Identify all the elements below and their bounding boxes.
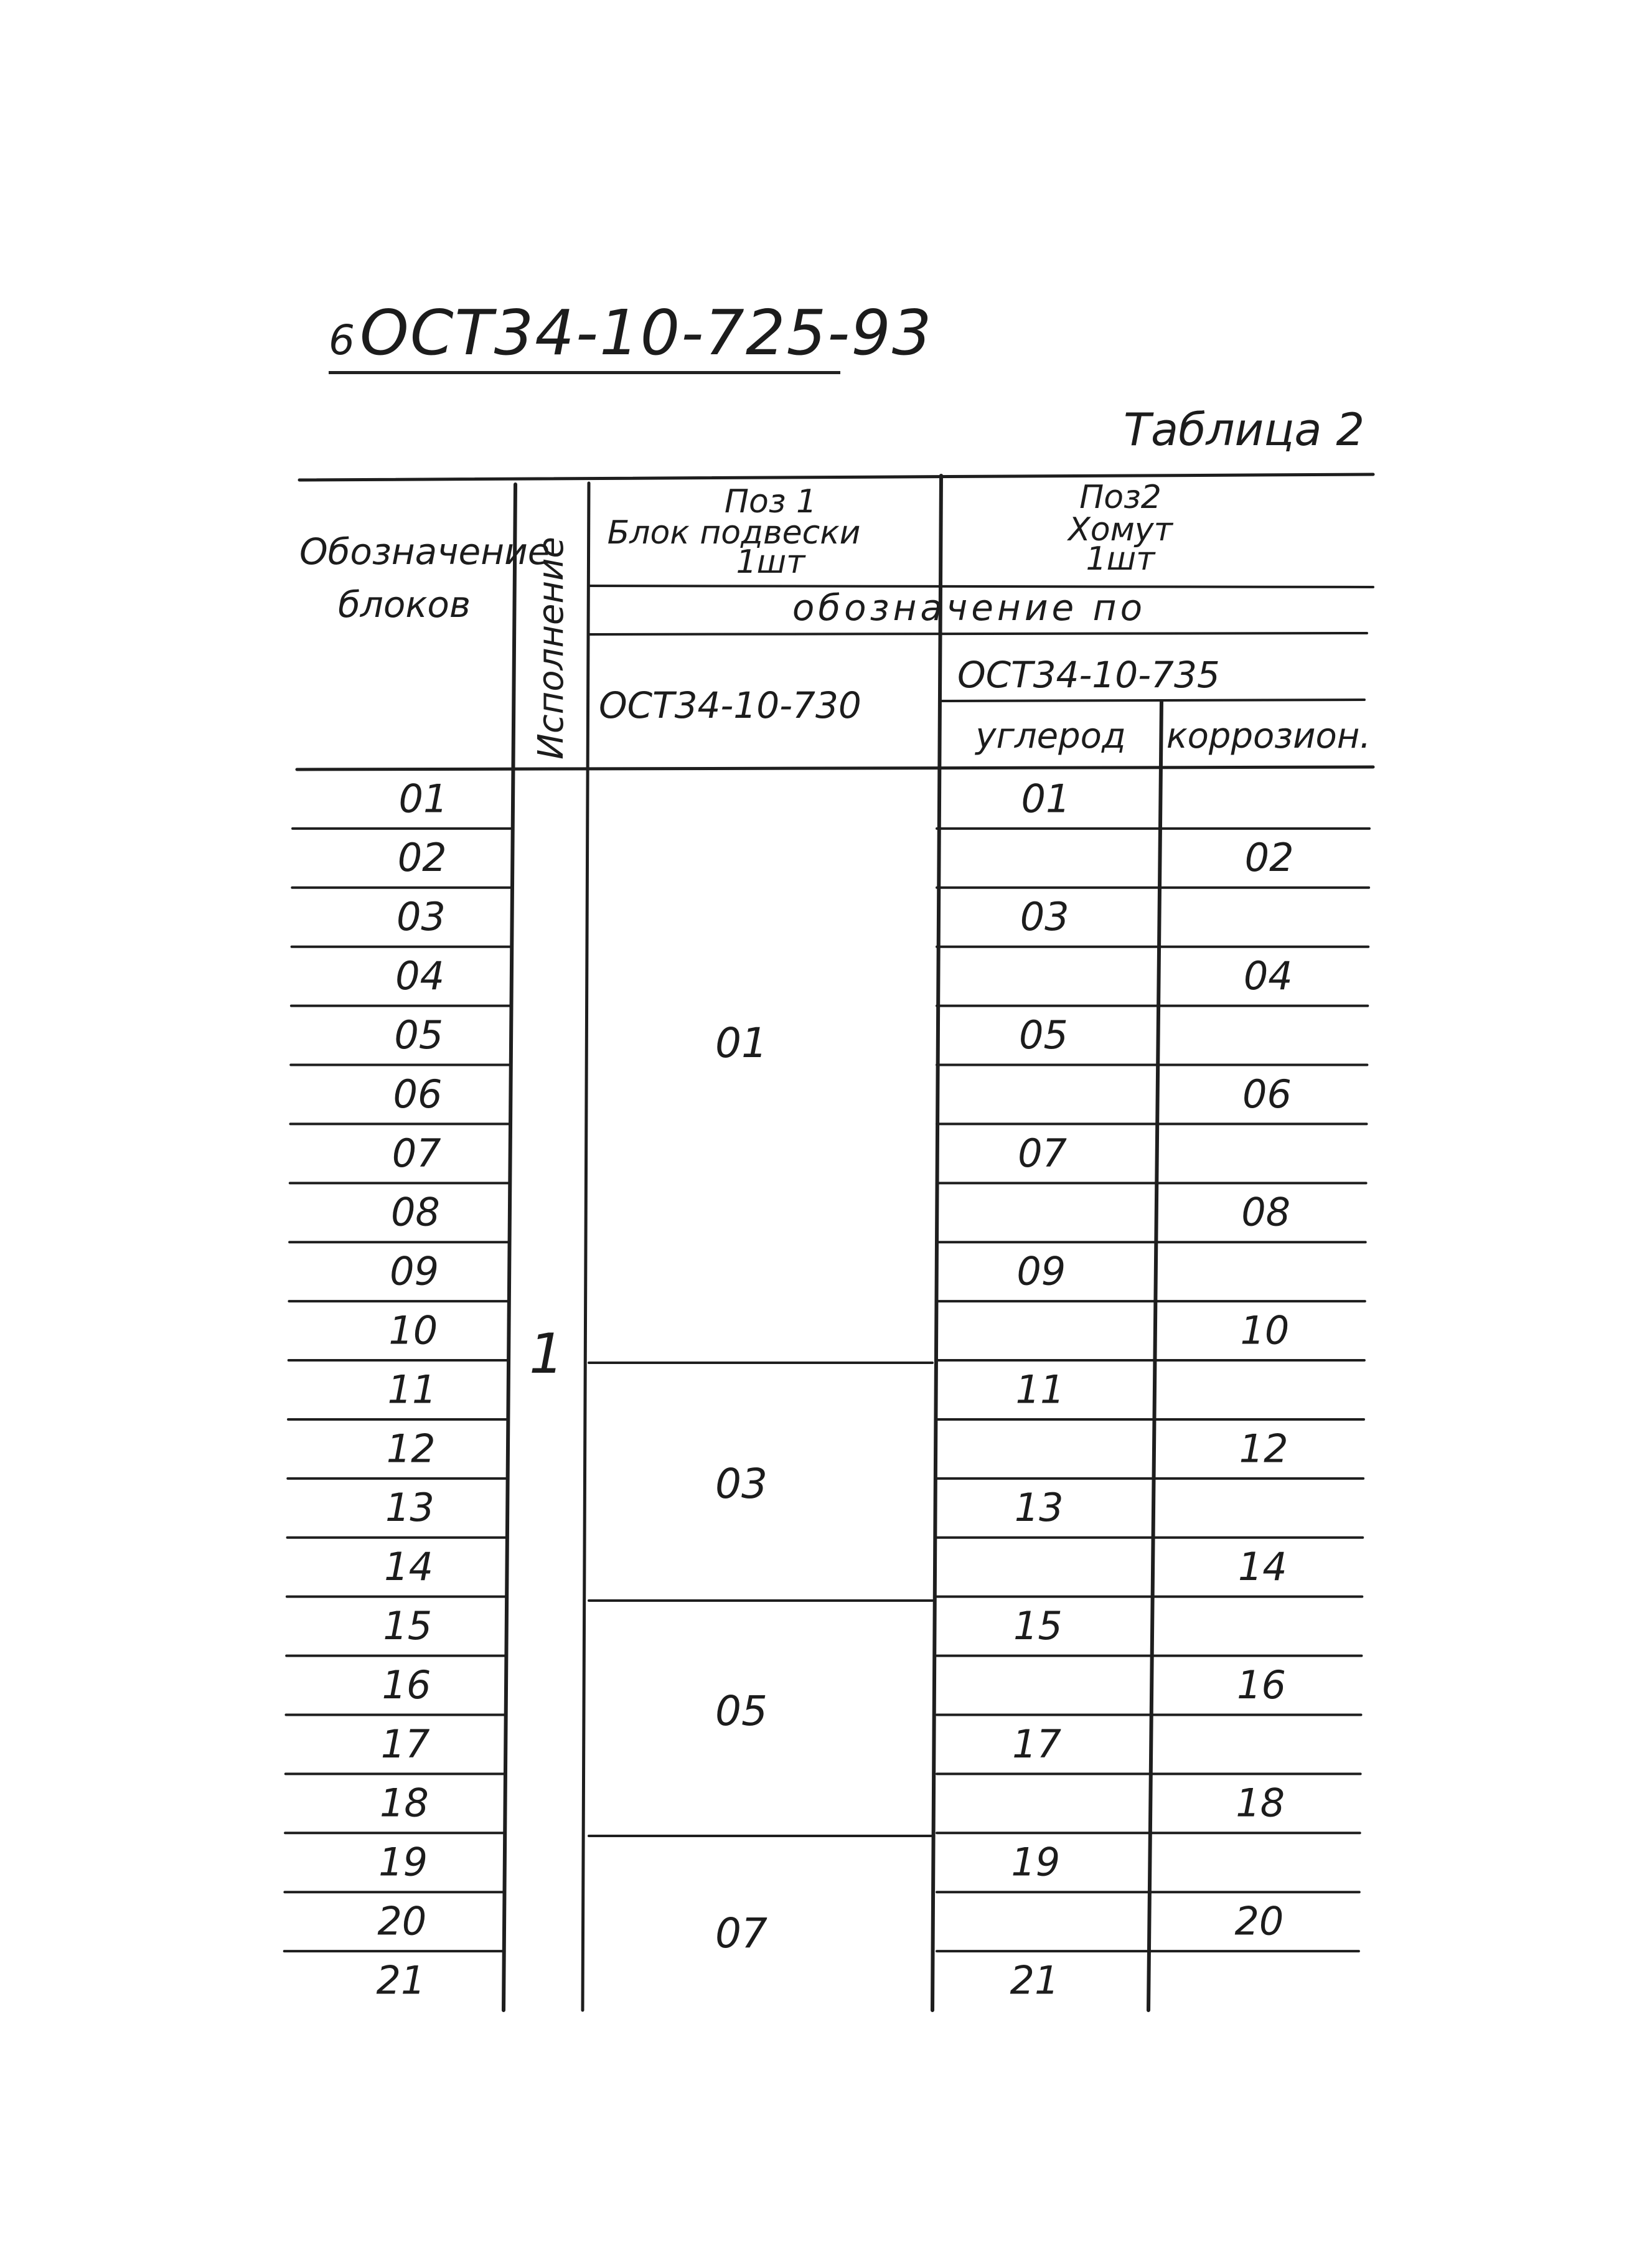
block-id-cell: 03 bbox=[396, 894, 446, 940]
table-label: Таблица 2 bbox=[1124, 403, 1365, 456]
block-id-cell: 11 bbox=[387, 1367, 437, 1413]
header-rule-material bbox=[941, 700, 1364, 701]
clamp-carbon-cell: 19 bbox=[1011, 1839, 1061, 1885]
block-id-cell: 20 bbox=[377, 1898, 427, 1944]
header-corrosion: коррозион. bbox=[1166, 716, 1371, 756]
header-pos1-qty: 1шт bbox=[736, 543, 805, 581]
page-number: 6 bbox=[329, 316, 356, 364]
clamp-corrosion-cell: 18 bbox=[1236, 1780, 1285, 1826]
pos1-group-value: 03 bbox=[715, 1460, 767, 1508]
table-top-rule bbox=[299, 474, 1373, 480]
clamp-carbon-cell: 05 bbox=[1018, 1012, 1068, 1058]
pos1-group-value: 07 bbox=[715, 1909, 767, 1957]
standard-code: ОСТ34-10-725-93 bbox=[360, 296, 933, 369]
header-bottom-rule bbox=[297, 767, 1373, 769]
block-id-cell: 09 bbox=[390, 1248, 439, 1294]
clamp-carbon-cell: 09 bbox=[1016, 1248, 1066, 1294]
header-pos2-num: Поз2 bbox=[1079, 479, 1162, 516]
block-id-cell: 14 bbox=[384, 1544, 434, 1590]
block-id-cell: 17 bbox=[380, 1721, 430, 1767]
block-id-cell: 06 bbox=[393, 1071, 443, 1117]
clamp-corrosion-cell: 20 bbox=[1234, 1898, 1284, 1944]
clamp-corrosion-cell: 02 bbox=[1244, 835, 1294, 881]
header-designation-by: обозначение по bbox=[792, 586, 1147, 629]
clamp-carbon-cell: 03 bbox=[1020, 894, 1069, 940]
block-id-cell: 02 bbox=[397, 835, 447, 881]
header-version: Исполнение bbox=[531, 537, 571, 760]
block-id-cell: 04 bbox=[395, 953, 445, 999]
block-id-cell: 21 bbox=[376, 1957, 426, 2003]
block-id-cell: 12 bbox=[386, 1426, 436, 1472]
header-pos1-standard: ОСТ34-10-730 bbox=[599, 684, 861, 727]
header-designation-2: блоков bbox=[338, 583, 471, 626]
clamp-corrosion-cell: 14 bbox=[1237, 1544, 1287, 1590]
clamp-carbon-cell: 01 bbox=[1021, 776, 1071, 822]
block-id-cell: 10 bbox=[388, 1307, 438, 1353]
block-id-cell: 08 bbox=[390, 1189, 440, 1235]
clamp-carbon-cell: 07 bbox=[1018, 1130, 1068, 1176]
vline-designation bbox=[504, 484, 515, 2010]
clamp-corrosion-cell: 06 bbox=[1242, 1071, 1292, 1117]
clamp-carbon-cell: 17 bbox=[1012, 1721, 1062, 1767]
block-id-cell: 13 bbox=[385, 1485, 434, 1531]
clamp-carbon-cell: 21 bbox=[1010, 1957, 1059, 2003]
clamp-corrosion-cell: 16 bbox=[1237, 1662, 1286, 1708]
block-id-cell: 01 bbox=[398, 776, 448, 822]
pos1-group-value: 01 bbox=[715, 1019, 767, 1067]
clamp-corrosion-cell: 08 bbox=[1241, 1189, 1291, 1235]
clamp-corrosion-cell: 10 bbox=[1240, 1307, 1290, 1353]
vline-material bbox=[1148, 701, 1162, 2010]
clamp-corrosion-cell: 12 bbox=[1239, 1426, 1288, 1472]
version-value: 1 bbox=[529, 1322, 564, 1386]
header-rule-designation bbox=[589, 633, 1367, 634]
header-pos2-qty: 1шт bbox=[1086, 540, 1155, 578]
header-pos1-num: Поз 1 bbox=[724, 483, 817, 520]
clamp-carbon-cell: 13 bbox=[1014, 1485, 1064, 1531]
pos1-group-value: 05 bbox=[715, 1687, 767, 1735]
header-carbon: углерод bbox=[975, 716, 1126, 756]
header-pos1-name: Блок подвески bbox=[607, 514, 861, 552]
block-id-cell: 18 bbox=[379, 1780, 429, 1826]
clamp-corrosion-cell: 04 bbox=[1243, 953, 1293, 999]
block-id-cell: 07 bbox=[392, 1130, 441, 1176]
block-id-cell: 16 bbox=[382, 1662, 431, 1708]
row-lines bbox=[284, 829, 1369, 1951]
header-pos2-name: Хомут bbox=[1068, 511, 1173, 548]
clamp-carbon-cell: 11 bbox=[1015, 1367, 1065, 1413]
block-id-cell: 05 bbox=[394, 1012, 444, 1058]
block-id-cell: 15 bbox=[383, 1602, 433, 1649]
header-pos2-standard: ОСТ34-10-735 bbox=[957, 654, 1220, 696]
block-id-cell: 19 bbox=[378, 1839, 428, 1885]
clamp-carbon-cell: 15 bbox=[1013, 1602, 1063, 1649]
header-designation-1: Обозначение bbox=[299, 530, 550, 573]
vline-version bbox=[583, 483, 589, 2010]
